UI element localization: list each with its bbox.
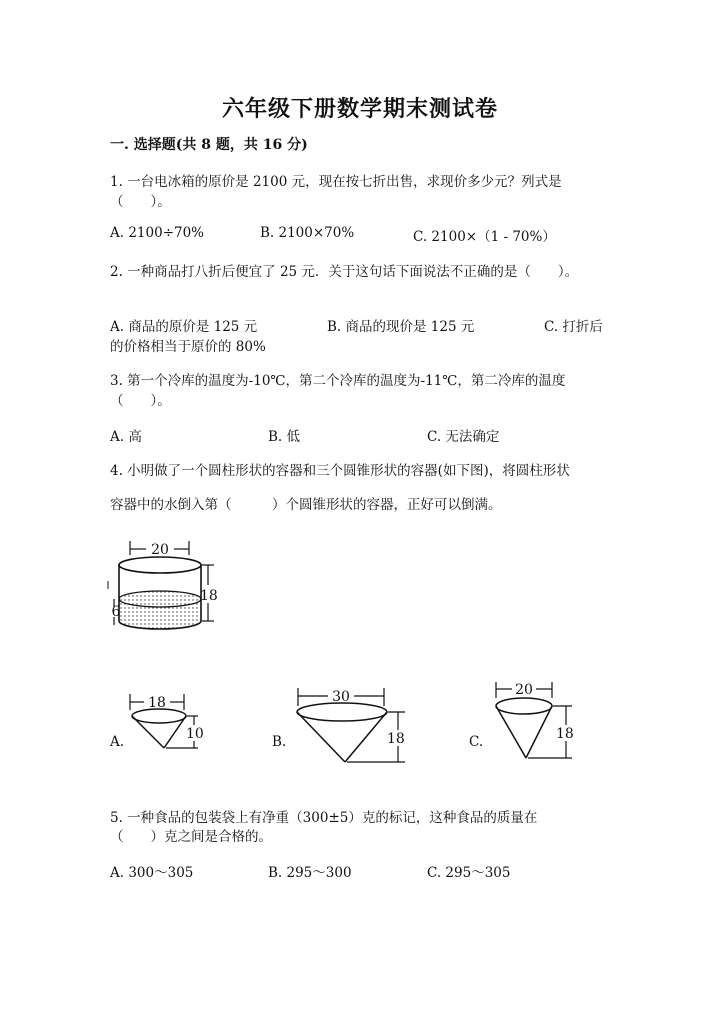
- q5-option-a[interactable]: A. 300～305: [110, 865, 194, 881]
- q1-option-b[interactable]: B. 2100×70%: [260, 225, 355, 241]
- q5-option-c[interactable]: C. 295～305: [427, 865, 511, 881]
- q3-stem-line2: （ ）。: [110, 393, 171, 409]
- cone-b-label[interactable]: B.: [272, 734, 287, 750]
- cone-a-figure: [124, 688, 219, 758]
- q2-option-a[interactable]: A. 商品的原价是 125 元: [110, 319, 258, 335]
- cone-c-height: 18: [556, 726, 574, 742]
- q5-stem-line2: （ ）克之间是合格的。: [110, 829, 272, 845]
- cone-c-diameter: 20: [515, 682, 533, 698]
- cone-a-diameter: 18: [148, 695, 166, 711]
- q2-option-c[interactable]: C. 打折后: [544, 319, 603, 335]
- cylinder-diameter-label: 20: [151, 542, 169, 558]
- q4-stem-line1: 4. 小明做了一个圆柱形状的容器和三个圆锥形状的容器(如下图)，将圆柱形状: [110, 463, 570, 479]
- cone-a-height: 10: [186, 726, 204, 742]
- q3-stem-line1: 3. 第一个冷库的温度为-10℃，第二个冷库的温度为-11℃，第二冷库的温度: [110, 373, 566, 389]
- cone-a-label[interactable]: A.: [110, 734, 125, 750]
- q1-stem-line1: 1. 一台电冰箱的原价是 2100 元，现在按七折出售，求现价多少元？列式是: [110, 174, 562, 190]
- q1-stem-line2: （ ）。: [110, 194, 171, 210]
- q3-option-a[interactable]: A. 高: [110, 429, 142, 445]
- section-heading: 一. 选择题(共 8 题，共 16 分): [110, 137, 308, 153]
- q2-stem: 2. 一种商品打八折后便宜了 25 元．关于这句话下面说法不正确的是（ ）。: [110, 264, 579, 280]
- q3-option-c[interactable]: C. 无法确定: [427, 429, 500, 445]
- page-title: 六年级下册数学期末测试卷: [221, 96, 498, 122]
- q3-option-b[interactable]: B. 低: [268, 429, 301, 445]
- q4-stem-line2: 容器中的水倒入第（ ）个圆锥形状的容器，正好可以倒满。: [110, 497, 502, 513]
- cylinder-height-label: 18: [200, 588, 218, 604]
- cone-b-diameter: 30: [332, 689, 350, 705]
- cone-c-figure: [488, 678, 583, 768]
- cone-b-height: 18: [387, 731, 405, 747]
- q1-option-c[interactable]: C. 2100×（1 - 70%）: [413, 229, 556, 245]
- q5-stem-line1: 5. 一种食品的包装袋上有净重（300±5）克的标记，这种食品的质量在: [110, 810, 538, 826]
- cone-b-figure: [290, 684, 415, 769]
- cylinder-figure: [104, 535, 224, 640]
- q2-option-c-continued: 的价格相当于原价的 80%: [110, 339, 266, 355]
- q1-option-a[interactable]: A. 2100÷70%: [110, 225, 205, 241]
- q2-option-b[interactable]: B. 商品的现价是 125 元: [327, 319, 475, 335]
- q5-option-b[interactable]: B. 295～300: [268, 865, 352, 881]
- cone-c-label[interactable]: C.: [469, 734, 484, 750]
- cylinder-water-label: 6: [111, 604, 121, 620]
